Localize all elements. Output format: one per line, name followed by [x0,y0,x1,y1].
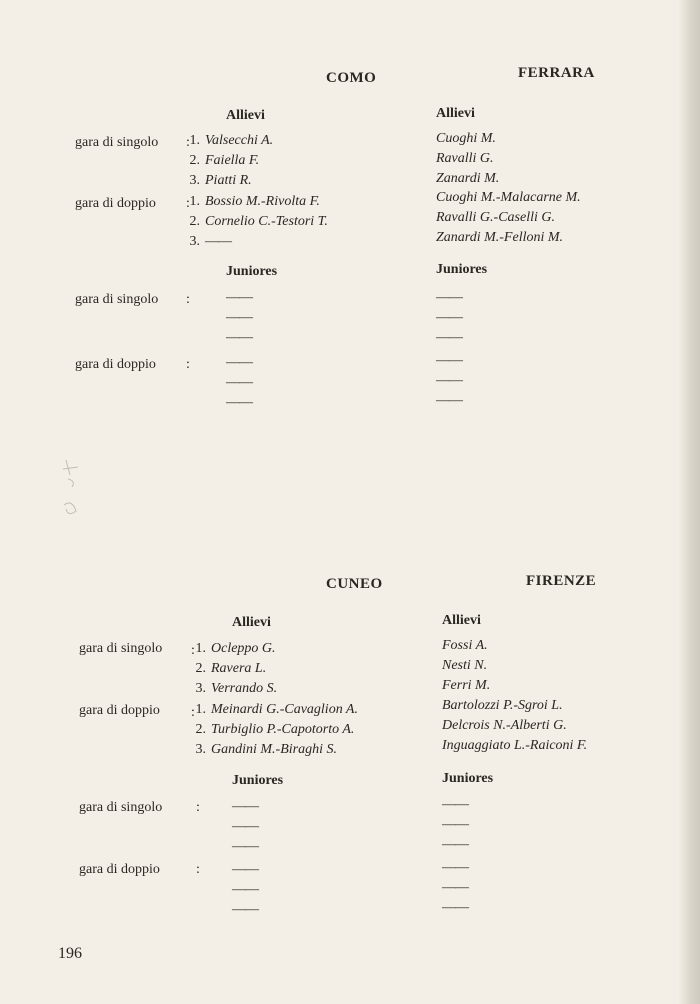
list-item: —— [436,330,462,345]
colon: : [186,357,190,372]
category-allievi-right: Allievi [436,106,475,121]
list-item: —— [442,860,468,875]
event-label-singolo: gara di singolo [79,641,163,656]
event-label-singolo: gara di singolo [75,135,159,150]
list-item: —— [442,900,468,915]
list-item: Ferri M. [442,678,491,693]
list-item: 3. Verrando S. [195,681,278,696]
category-juniores-left: Juniores [226,264,278,279]
list-item: —— [442,817,468,832]
results-list-jdoppio-right [442,858,468,918]
list-item: Ravalli G.-Caselli G. [436,210,555,225]
city-header-como: COMO [326,70,377,86]
list-item: 3. Piatti R. [189,173,252,188]
list-item: 1. Ocleppo G. [195,641,276,656]
results-list-doppio-right [436,188,581,248]
category-allievi-left: Allievi [226,108,265,123]
list-item: 2. Faiella F. [189,153,260,168]
category-juniores-right: Juniores [442,771,494,786]
list-item: 3. Gandini M.-Biraghi S. [195,742,337,757]
list-item: —— [232,882,258,897]
list-item: —— [232,819,258,834]
colon: : [196,862,200,877]
list-item: —— [226,355,252,370]
results-list-jsingolo-right [442,795,468,855]
list-item: 2. Turbiglio P.-Capotorto A. [195,722,355,737]
list-item: —— [226,290,252,305]
list-item: —— [232,862,258,877]
colon: : [191,705,195,720]
results-list-jsingolo-left [226,288,252,348]
category-juniores-left: Juniores [232,773,284,788]
event-label-singolo-juniores: gara di singolo [75,292,159,307]
list-item: Fossi A. [442,638,488,653]
list-item: —— [226,375,252,390]
colon: : [186,292,190,307]
list-item: —— [232,839,258,854]
event-label-doppio: gara di doppio [79,703,160,718]
category-allievi-left: Allievi [232,615,271,630]
city-header-ferrara: FERRARA [518,65,595,81]
list-item: 1. Valsecchi A. [189,133,274,148]
list-item: 2. Ravera L. [195,661,267,676]
results-list-jsingolo-left [232,797,258,857]
list-item: —— [436,290,462,305]
results-list-jdoppio-left [226,353,252,413]
colon: : [186,196,190,211]
list-item: Zanardi M. [436,171,500,186]
city-header-cuneo: CUNEO [326,576,383,592]
results-list-singolo-left [180,131,273,191]
list-item: Cuoghi M.-Malacarne M. [436,190,581,205]
results-list-jdoppio-right [436,351,462,411]
list-item: —— [226,395,252,410]
event-label-doppio-juniores: gara di doppio [75,357,156,372]
page-number: 196 [58,945,82,962]
results-list-singolo-left [186,639,277,699]
list-item: —— [442,837,468,852]
list-item: Ravalli G. [436,151,494,166]
list-item: —— [436,310,462,325]
list-item: —— [232,799,258,814]
results-list-jsingolo-right [436,288,462,348]
list-item: —— [436,373,462,388]
list-item: 1. Bossio M.-Rivolta F. [189,194,320,209]
page-edge-shadow [678,0,700,1004]
results-list-doppio-left [180,192,328,252]
list-item: Inguaggiato L.-Raiconi F. [442,738,588,753]
results-list-singolo-right [436,129,499,189]
results-list-doppio-right [442,696,587,756]
pencil-scribble-icon [58,455,88,525]
list-item: —— [226,310,252,325]
colon: : [186,135,190,150]
results-list-doppio-left [186,700,358,760]
event-label-doppio: gara di doppio [75,196,156,211]
colon: : [196,800,200,815]
list-item: —— [436,353,462,368]
results-list-singolo-right [442,636,490,696]
list-item: —— [442,797,468,812]
list-item: Bartolozzi P.-Sgroi L. [442,698,563,713]
list-item: 1. Meinardi G.-Cavaglion A. [195,702,358,717]
list-item: Zanardi M.-Felloni M. [436,230,564,245]
category-allievi-right: Allievi [442,613,481,628]
category-juniores-right: Juniores [436,262,488,277]
list-item: Delcrois N.-Alberti G. [442,718,567,733]
list-item: 3. —— [189,234,231,249]
city-header-firenze: FIRENZE [526,573,597,589]
list-item: —— [226,330,252,345]
list-item: —— [442,880,468,895]
list-item: Nesti N. [442,658,488,673]
results-list-jdoppio-left [232,860,258,920]
colon: : [191,643,195,658]
event-label-doppio-juniores: gara di doppio [79,862,160,877]
list-item: —— [436,393,462,408]
list-item: Cuoghi M. [436,131,496,146]
event-label-singolo-juniores: gara di singolo [79,800,163,815]
list-item: 2. Cornelio C.-Testori T. [189,214,328,229]
list-item: —— [232,902,258,917]
